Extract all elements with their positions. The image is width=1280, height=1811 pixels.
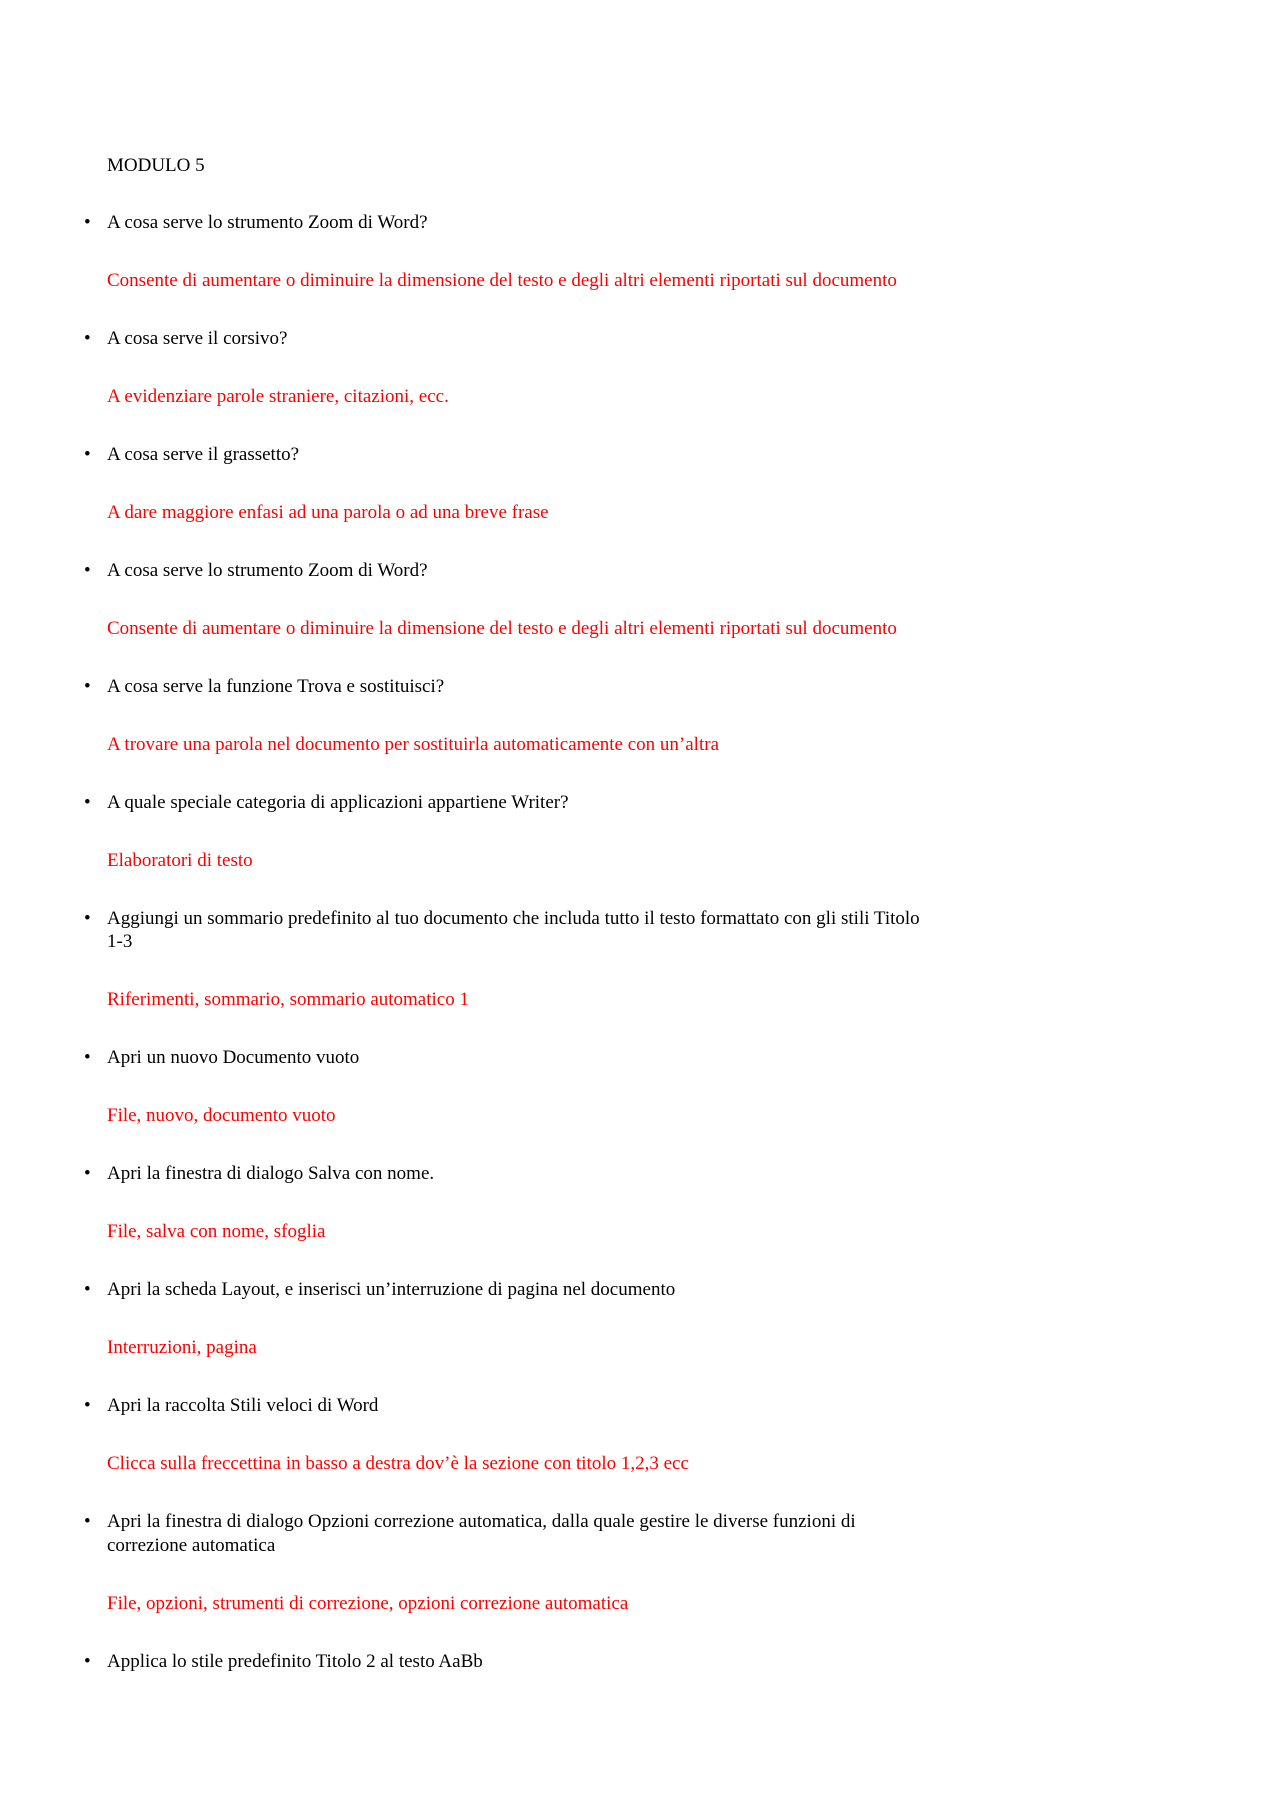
bullet-icon: • — [84, 443, 91, 465]
bullet-icon: • — [84, 1279, 91, 1300]
question-text: A quale speciale categoria di applicazioni appartiene Writer? — [107, 791, 569, 813]
answer-text: Consente di aumentare o diminuire la dimensione del testo e degli altri elementi riportati sul documento — [107, 269, 897, 291]
question-row — [84, 675, 1072, 699]
answer-text: Interruzioni, pagina — [107, 1337, 257, 1358]
qa-item — [84, 327, 1160, 409]
qa-item — [84, 1046, 1160, 1128]
qa-item — [84, 211, 1160, 293]
answer-text: Riferimenti, sommario, sommario automatico 1 — [107, 989, 469, 1010]
page-title: MODULO 5 — [107, 155, 205, 176]
question-row — [84, 791, 1072, 815]
question-text: Apri la raccolta Stili veloci di Word — [107, 1395, 379, 1416]
qa-item — [84, 443, 1160, 525]
qa-item — [84, 559, 1160, 641]
answer-text: A trovare una parola nel documento per sostituirla automaticamente con un’altra — [107, 733, 719, 755]
question-row — [84, 443, 1072, 467]
qa-item — [84, 1278, 1160, 1360]
bullet-icon: • — [84, 791, 91, 813]
bullet-icon: • — [84, 327, 91, 349]
question-text: Aggiungi un sommario predefinito al tuo documento che includa tutto il testo formattato con gli stili Titolo — [107, 907, 920, 929]
question-row — [84, 327, 1072, 351]
qa-item — [84, 791, 1160, 873]
question-text: Apri la finestra di dialogo Salva con nome. — [107, 1163, 435, 1184]
question-row — [84, 1394, 1072, 1418]
question-text: Apri un nuovo Documento vuoto — [107, 1047, 360, 1068]
question-text: A cosa serve il corsivo? — [107, 327, 288, 349]
answer-text: A dare maggiore enfasi ad una parola o ad una breve frase — [107, 501, 549, 523]
bullet-icon: • — [84, 559, 91, 581]
answer-text: File, salva con nome, sfoglia — [107, 1221, 326, 1242]
qa-item — [84, 1510, 1160, 1615]
question-row — [84, 1278, 1072, 1302]
question-text: correzione automatica — [107, 1534, 276, 1556]
answer-text: A evidenziare parole straniere, citazioni, ecc. — [107, 385, 449, 407]
bullet-icon: • — [84, 1047, 91, 1068]
question-text: A cosa serve lo strumento Zoom di Word? — [107, 211, 428, 233]
question-row — [84, 559, 1072, 583]
answer-text: Elaboratori di testo — [107, 849, 253, 871]
question-row — [84, 1162, 1072, 1186]
question-text: A cosa serve il grassetto? — [107, 443, 300, 465]
qa-item — [84, 1394, 1160, 1476]
bullet-icon: • — [84, 211, 91, 233]
question-row — [84, 211, 1072, 235]
answer-text: File, opzioni, strumenti di correzione, opzioni correzione automatica — [107, 1592, 629, 1614]
question-row — [84, 907, 1072, 954]
answer-text: Consente di aumentare o diminuire la dimensione del testo e degli altri elementi riportati sul documento — [107, 617, 897, 639]
bullet-icon: • — [84, 1163, 91, 1184]
qa-item — [84, 675, 1160, 757]
question-row — [84, 1046, 1072, 1070]
question-text: Apri la scheda Layout, e inserisci un’interruzione di pagina nel documento — [107, 1279, 676, 1300]
qa-item — [84, 1162, 1160, 1244]
qa-item — [84, 907, 1160, 1012]
answer-text: Clicca sulla freccettina in basso a destra dov’è la sezione con titolo 1,2,3 ecc — [107, 1453, 689, 1474]
question-row — [84, 1510, 1072, 1557]
bullet-icon: • — [84, 1395, 91, 1416]
question-text: Applica lo stile predefinito Titolo 2 al testo AaBb — [107, 1650, 483, 1672]
question-text: A cosa serve lo strumento Zoom di Word? — [107, 559, 428, 581]
question-row — [84, 1650, 1072, 1674]
bullet-icon: • — [84, 1511, 91, 1532]
bullet-icon: • — [84, 907, 91, 929]
question-text: A cosa serve la funzione Trova e sostituisci? — [107, 675, 445, 697]
question-text: 1-3 — [107, 931, 133, 952]
bullet-icon: • — [84, 675, 91, 697]
bullet-icon: • — [84, 1650, 91, 1672]
answer-text: File, nuovo, documento vuoto — [107, 1105, 336, 1126]
question-text: Apri la finestra di dialogo Opzioni correzione automatica, dalla quale gestire le diverse funzioni di — [107, 1511, 856, 1532]
qa-item — [84, 1650, 1160, 1674]
